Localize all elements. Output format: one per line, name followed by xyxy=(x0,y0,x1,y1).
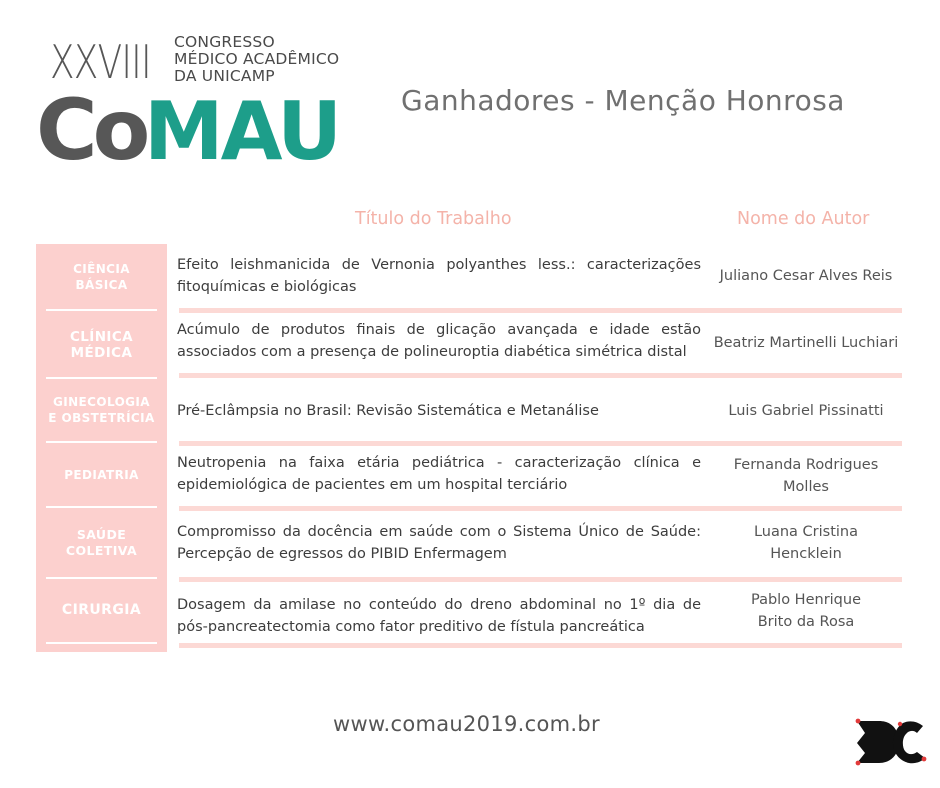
dc-logo-dot xyxy=(922,757,927,762)
edition-roman-numeral: XXVIII xyxy=(50,35,151,89)
work-title: Compromisso da docência em saúde com o Sistema Único de Saúde: Percepção de egressos do PIBID Enfermagem xyxy=(177,524,701,562)
row-divider xyxy=(179,577,902,582)
category-label: CIRURGIA xyxy=(61,602,142,618)
category-saude-coletiva xyxy=(36,508,167,577)
dc-logo-icon xyxy=(855,716,927,768)
work-title: Pré-Eclâmpsia no Brasil: Revisão Sistemática e Metanálise xyxy=(177,403,599,419)
row-divider xyxy=(179,506,902,511)
row-divider xyxy=(179,308,902,313)
category-ciencia-basica xyxy=(36,244,167,310)
row-divider xyxy=(179,643,902,648)
dc-logo-dot xyxy=(856,761,861,766)
column-header-author: Nome do Autor xyxy=(737,209,870,229)
work-title: Acúmulo de produtos finais de glicação avançada e idade estão associados com a presença de polineuroptia diabética simétrica distal xyxy=(177,322,701,360)
category-label: PEDIATRIA xyxy=(64,467,139,482)
author-name: Beatriz Martinelli Luchiari xyxy=(713,335,899,351)
category-pediatria xyxy=(36,443,167,506)
category-sidebar xyxy=(36,244,167,652)
comau-logo xyxy=(36,32,346,182)
dc-logo-dot xyxy=(898,722,902,726)
dc-logo-d-shape xyxy=(857,721,899,763)
work-title: Dosagem da amilase no conteúdo do dreno abdominal no 1º dia de pós-pancreatectomia como fator preditivo de fístula pancreática xyxy=(177,597,701,635)
row-divider xyxy=(179,441,902,446)
work-title: Neutropenia na faixa etária pediátrica - caracterização clínica e epidemiológica de pacientes em um hospital terciário xyxy=(177,455,701,493)
category-label: CLÍNICA MÉDICA xyxy=(69,328,133,361)
category-clinica-medica xyxy=(36,311,167,378)
category-divider xyxy=(46,642,157,644)
page-title: Ganhadores - Menção Honrosa xyxy=(401,84,845,117)
work-title: Efeito leishmanicida de Vernonia polyanthes less.: caracterizações fitoquímicas e biológicas xyxy=(177,257,701,295)
category-label: CIÊNCIA BÁSICA xyxy=(73,262,130,292)
author-name: Fernanda Rodrigues Molles xyxy=(733,457,879,495)
row-divider xyxy=(179,373,902,378)
category-label: SAÚDE COLETIVA xyxy=(65,526,138,558)
congress-line-2: MÉDICO ACADÊMICO xyxy=(174,50,340,68)
author-name: Luana Cristina Hencklein xyxy=(753,524,859,562)
dc-logo-dot xyxy=(856,719,861,724)
congress-line-3: DA UNICAMP xyxy=(174,67,275,85)
dc-logo-c-shape xyxy=(893,721,925,763)
brand-mau: MAU xyxy=(144,85,340,178)
author-name: Luis Gabriel Pissinatti xyxy=(728,403,884,419)
author-name: Pablo Henrique Brito da Rosa xyxy=(750,592,861,630)
category-label: GINECOLOGIA E OBSTETRÍCIA xyxy=(48,395,155,425)
category-ginecologia-obstetricia xyxy=(36,379,167,441)
column-header-title: Título do Trabalho xyxy=(355,209,512,229)
author-name: Juliano Cesar Alves Reis xyxy=(719,268,893,284)
congress-name xyxy=(174,34,339,85)
brand-co: Co xyxy=(36,81,146,179)
congress-line-1: CONGRESSO xyxy=(174,33,275,51)
category-cirurgia xyxy=(36,579,167,641)
website-url: www.comau2019.com.br xyxy=(333,712,600,736)
